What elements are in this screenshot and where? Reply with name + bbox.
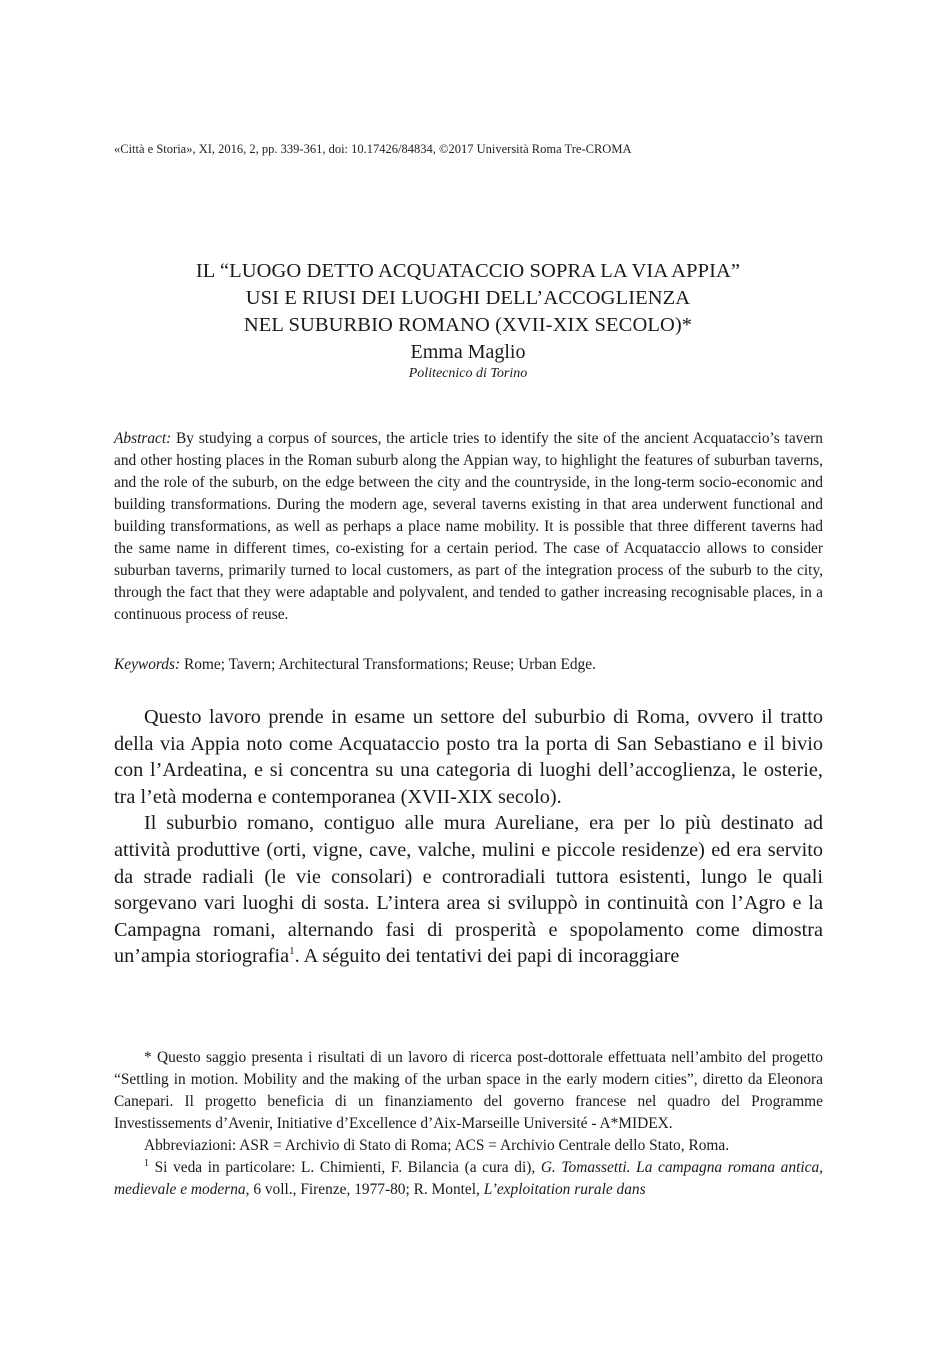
title-line-2: USI E RIUSI DEI LUOGHI DELL’ACCOGLIENZA xyxy=(245,287,691,309)
footnote-1-title: G. Tomassetti. La campagna romana antica, medievale e moderna xyxy=(114,1159,823,1198)
keywords-text: Rome; Tavern; Architectural Transformations; Reuse; Urban Edge. xyxy=(180,656,596,673)
author-name: Emma Maglio xyxy=(410,341,526,363)
abstract-label: Abstract: xyxy=(114,430,172,447)
footnote-star: * Questo saggio presenta i risultati di un lavoro di ricerca post-dottorale effettuata nell’ambito del progetto “Settling in motion. Mobility and the making of the urban space in the early modern cities”, diretto da Eleonora Canepari. Il progetto beneficia di un finanziamento del governo francese nel quadro del Programme Investissements d’Avenir, Initiative d’Excellence d’Aix-Marseille Université - A*MIDEX. xyxy=(114,1049,823,1132)
footnote-1-text-a: Si veda in particolare: L. Chimienti, F. Bilancia (a cura di), xyxy=(149,1159,541,1176)
title-line-3: NEL SUBURBIO ROMANO (XVII-XIX SECOLO)* xyxy=(243,314,693,336)
footnote-1-mark: 1 xyxy=(144,1157,149,1169)
body-paragraph-1: Questo lavoro prende in esame un settore del suburbio di Roma, ovvero il tratto della via Appia noto come Acquataccio posto tra la porta di San Sebastiano e il bivio con l’Ardeatina, e si concentra su una categoria di luoghi dell’accoglienza, le osterie, tra l’età moderna e contemporanea (XVII-XIX secolo). xyxy=(114,706,823,808)
footnotes xyxy=(114,1047,823,1201)
footnote-1-text-c: , 6 voll., Firenze, 1977-80; R. Montel, xyxy=(245,1181,484,1198)
abstract xyxy=(114,428,823,626)
footnote-abbreviations: Abbreviazioni: ASR = Archivio di Stato di Roma; ACS = Archivio Centrale dello Stato, Roma. xyxy=(144,1137,730,1154)
footnote-1-title-2: L’exploitation rurale dans xyxy=(483,1181,646,1198)
title-line-1: IL “LUOGO DETTO ACQUATACCIO SOPRA LA VIA APPIA” xyxy=(195,260,741,282)
title-block xyxy=(114,258,822,383)
body-paragraph-2-continuation: . A séguito dei tentativi dei papi di incoraggiare xyxy=(294,945,680,968)
footnote-reference-1[interactable]: 1 xyxy=(289,945,295,958)
journal-citation: «Città e Storia», XI, 2016, 2, pp. 339-361, doi: 10.17426/84834, ©2017 Università Roma Tre-CROMA xyxy=(114,142,632,156)
author-affiliation: Politecnico di Torino xyxy=(408,366,528,381)
keywords xyxy=(114,654,823,676)
body-text xyxy=(114,704,823,970)
footnote-1 xyxy=(114,1157,823,1201)
abstract-text: By studying a corpus of sources, the article tries to identify the site of the ancient Acquataccio’s tavern and other hosting places in the Roman suburb along the Appian way, to highlight the features of suburban taverns, and the role of the suburb, on the edge between the city and the countryside, in the long-term socio-economic and building transformations. During the modern age, several taverns existing in that area underwent functional and building transformations, as well as perhaps a place name mobility. It is possible that three different taverns had the same name in different times, co-existing for a certain period. The case of Acquataccio allows to consider suburban taverns, primarily turned to local customers, as part of the integration process of the suburb to the city, through the fact that they were adaptable and polyvalent, and tended to gather increasing recognisable places, in a continuous process of reuse. xyxy=(114,430,823,623)
body-paragraph-2-text: Il suburbio romano, contiguo alle mura Aureliane, era per lo più destinato ad attività produttive (orti, vigne, cave, valche, mulini e piccole residenze) ed era servito da strade radiali (le vie consolari) e controradiali tuttora esistenti, lungo le quali sorgevano vari luoghi di sosta. L’intera area si sviluppò in continuità con l’Agro e la Campagna romani, alternando fasi di prosperità e spopolamento come dimostra un’ampia storiografia xyxy=(114,812,823,968)
body-paragraph-2 xyxy=(114,810,823,970)
keywords-label: Keywords: xyxy=(114,656,181,673)
